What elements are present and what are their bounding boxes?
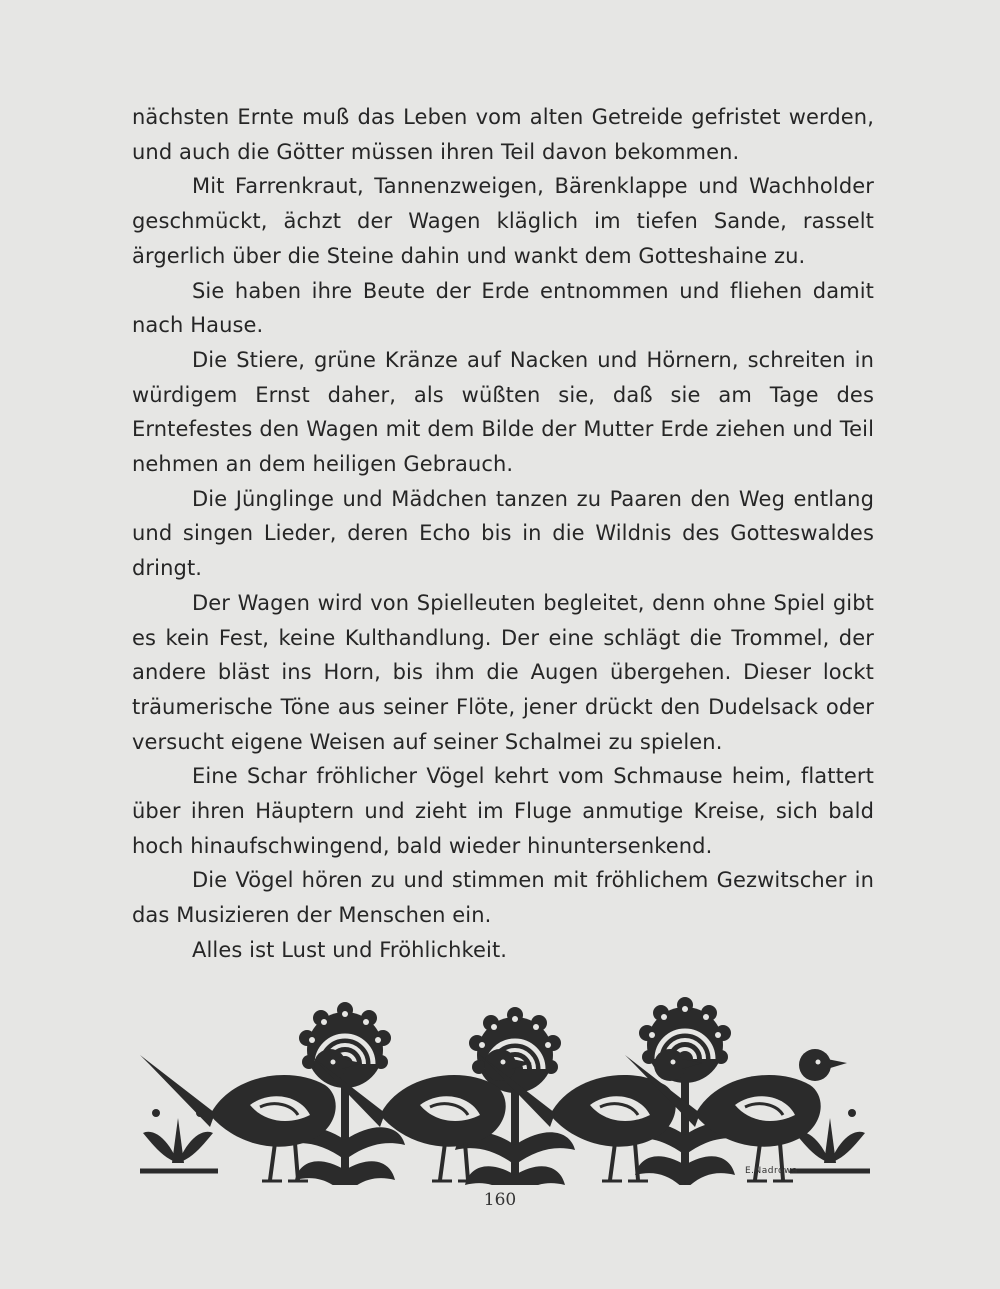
paragraph: Mit Farrenkraut, Tannenzweigen, Bärenklappe und Wachholder geschmückt, ächzt der Wagen kläglich im tiefen Sande, rasselt ärgerlich über die Steine dahin und wankt dem Gotteshaine zu.: [132, 174, 874, 268]
paragraph: Sie haben ihre Beute der Erde entnommen und fliehen damit nach Hause.: [132, 278, 874, 338]
magpie-flower-ornament: [140, 985, 880, 1185]
paragraph: Die Jünglinge und Mädchen tanzen zu Paaren den Weg entlang und singen Lieder, deren Echo bis in die Wildnis des Gotteswaldes dringt.: [132, 486, 874, 581]
paragraph: Die Vögel hören zu und stimmen mit fröhlichem Gezwitscher in das Musizieren der Menschen ein.: [132, 868, 874, 928]
paragraph: Der Wagen wird von Spielleuten begleitet, denn ohne Spiel gibt es kein Fest, keine Kulthandlung. Der eine schlägt die Trommel, der andere bläst ins Horn, bis ihm die Augen übergehen. Dieser lockt träumerische Töne aus seiner Flöte, jener drückt den Dudelsack oder versucht eigene Weisen auf seiner Schalmei zu spielen.: [132, 590, 874, 754]
artist-signature: E.Nadrowa: [745, 1166, 798, 1176]
page-number: 160: [483, 1190, 517, 1210]
paragraph: Die Stiere, grüne Kränze auf Nacken und Hörnern, schreiten in würdigem Ernst daher, als wüßten sie, daß sie am Tage des Erntefestes den Wagen mit dem Bilde der Mutter Erde ziehen und Teil nehmen an dem heiligen Gebrauch.: [132, 347, 874, 477]
body-text: [132, 100, 874, 968]
paragraph: Eine Schar fröhlicher Vögel kehrt vom Schmause heim, flattert über ihren Häuptern und zieht im Fluge anmutige Kreise, sich bald hoch hinaufschwingend, bald wieder hinuntersenkend.: [132, 764, 874, 858]
paragraph: Alles ist Lust und Fröhlichkeit.: [192, 937, 508, 962]
paragraph: nächsten Ernte muß das Leben vom alten Getreide gefristet werden, und auch die Götter müssen ihren Teil davon bekommen.: [132, 105, 874, 164]
